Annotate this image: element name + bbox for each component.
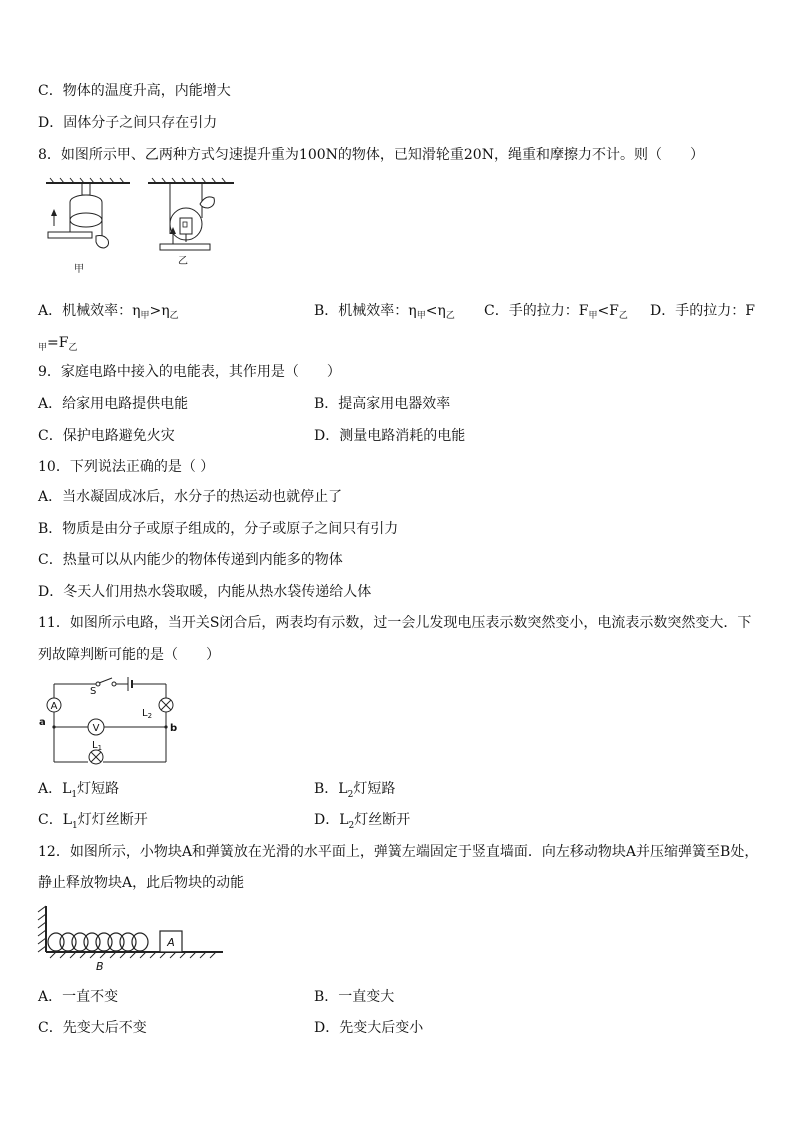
q11-voltmeter-label: V <box>92 723 100 734</box>
q9-option-b: B．提高家用电器效率 <box>314 396 451 412</box>
q12-option-c: C．先变大后不变 <box>38 1020 147 1036</box>
q8-option-b: B．机械效率：$\eta_甲<\eta_乙$ <box>314 303 455 321</box>
q8-stem: 8．如图所示甲、乙两种方式匀速提升重为100N的物体，已知滑轮重20N，绳重和摩擦力不计。则（ ） <box>38 147 704 163</box>
q8-option-d-cont: $_甲=F_乙$ <box>38 335 78 353</box>
q12-point-b-label: B <box>96 960 104 973</box>
q11-circuit-figure <box>36 672 181 767</box>
q11-stem-line2: 列故障判断可能的是（ ） <box>38 647 220 663</box>
q10-option-d: D．冬天人们用热水袋取暖，内能从热水袋传递给人体 <box>38 584 372 600</box>
q11-option-d: D．$L_2$灯丝断开 <box>314 812 411 831</box>
q11-option-c: C．$L_1$灯灯丝断开 <box>38 812 148 831</box>
q11-l2-label: $L_2$ <box>142 708 153 720</box>
q11-option-b: B．$L_2$灯短路 <box>314 781 396 800</box>
q9-stem: 9．家庭电路中接入的电能表，其作用是（ ） <box>38 364 341 380</box>
q12-stem-line2: 静止释放物块A，此后物块的动能 <box>38 875 245 891</box>
q12-option-a: A．一直不变 <box>38 989 119 1005</box>
q10-option-a: A．当水凝固成冰后，水分子的热运动也就停止了 <box>38 489 343 505</box>
q11-stem-line1: 11．如图所示电路，当开关S闭合后，两表均有示数，过一会儿发现电压表示数突然变小，电流表示数突然变大．下 <box>38 615 752 631</box>
q12-block-label: A <box>167 936 175 949</box>
q12-option-b: B．一直变大 <box>314 989 395 1005</box>
q9-option-a: A．给家用电路提供电能 <box>38 396 189 412</box>
q12-option-d: D．先变大后变小 <box>314 1020 424 1036</box>
q7-option-d: D．固体分子之间只存在引力 <box>38 115 218 131</box>
q8-pulley-figure <box>38 178 238 278</box>
q9-option-d: D．测量电路消耗的电能 <box>314 428 466 444</box>
q12-spring-figure <box>38 902 228 972</box>
q10-stem: 10．下列说法正确的是（ ） <box>38 459 215 475</box>
q10-option-b: B．物质是由分子或原子组成的，分子或原子之间只有引力 <box>38 521 399 537</box>
q8-label-jia: 甲 <box>74 264 84 275</box>
q12-stem-line1: 12．如图所示，小物块A和弹簧放在光滑的水平面上，弹簧左端固定于竖直墙面．向左移动物块A并压缩弹簧至B处， <box>38 844 759 860</box>
q8-label-yi: 乙 <box>178 256 188 267</box>
q11-switch-label: S <box>90 686 97 697</box>
q11-ammeter-label: A <box>50 701 58 712</box>
q9-option-c: C．保护电路避免火灾 <box>38 428 175 444</box>
q11-node-b: b <box>170 723 178 734</box>
q7-option-c: C．物体的温度升高，内能增大 <box>38 83 231 99</box>
q8-option-a: A．机械效率：$\eta_甲>\eta_乙$ <box>38 303 179 321</box>
q11-l1-label: $L_1$ <box>92 740 103 752</box>
q11-node-a: a <box>39 717 46 728</box>
q10-option-c: C．热量可以从内能少的物体传递到内能多的物体 <box>38 552 343 568</box>
q11-option-a: A．$L_1$灯短路 <box>38 781 120 800</box>
q8-option-c: C．手的拉力：$F_甲<F_乙$ <box>484 303 628 321</box>
q8-option-d: D．手的拉力：F <box>650 303 755 319</box>
